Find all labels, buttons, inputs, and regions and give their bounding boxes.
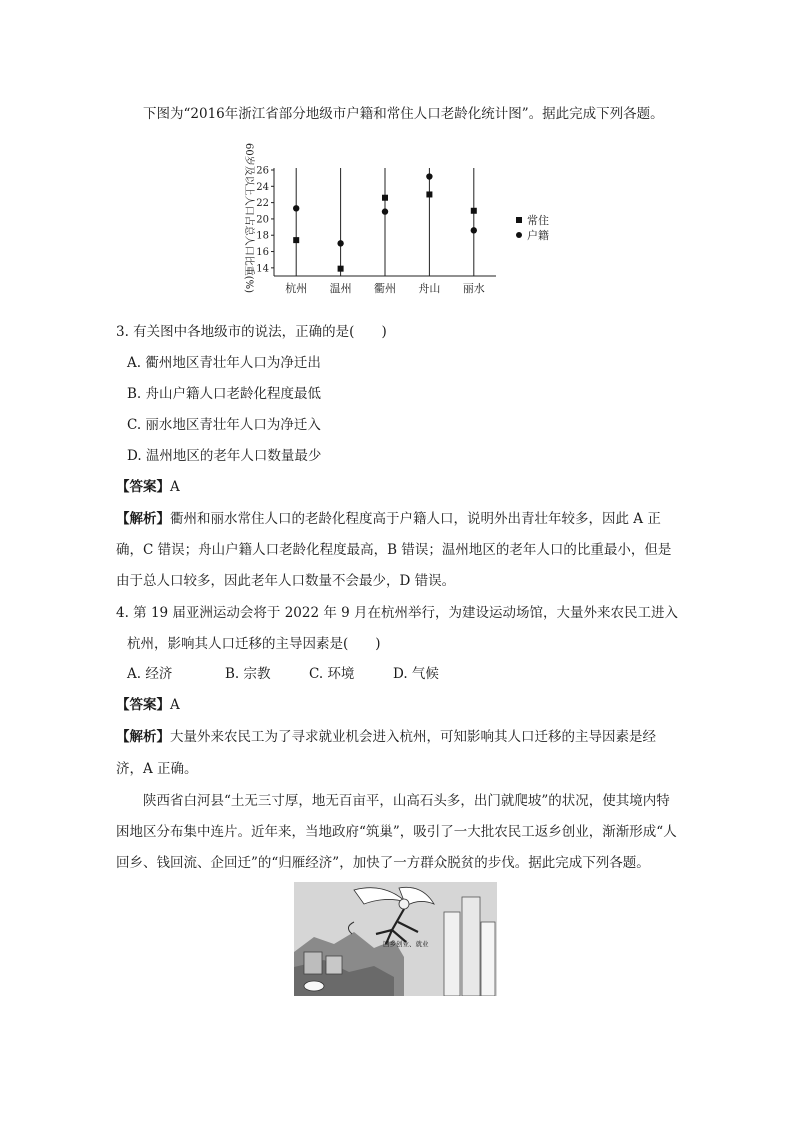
q4-analysis-line-2: 济，A 正确。	[116, 761, 198, 777]
q4-option-c: C. 环境	[309, 666, 355, 682]
y-tick-label: 26	[256, 165, 269, 177]
q3-analysis-line-1	[116, 509, 661, 529]
data-point-huji	[471, 227, 477, 233]
answer-value: A	[170, 479, 180, 495]
chart-legend	[516, 213, 549, 242]
cartoon-head	[399, 899, 409, 909]
data-point-huji	[382, 208, 388, 214]
answer-label: 【答案】	[116, 479, 170, 495]
q4-option-d: D. 气候	[393, 666, 439, 682]
intro-text-2-line-3: 回乡、钱回流、企回迁”的“归雁经济”，加快了一方群众脱贫的步伐。据此完成下列各题。	[116, 855, 650, 871]
y-tick-label: 14	[256, 263, 269, 275]
aging-chart	[228, 140, 558, 300]
x-tick-label: 杭州	[285, 282, 308, 295]
y-tick-label: 20	[256, 214, 269, 226]
data-point-huji	[293, 205, 299, 211]
cartoon-shoe	[304, 981, 324, 991]
cartoon-caption: 回乡创业、就业	[383, 940, 429, 948]
cartoon-house	[304, 952, 322, 974]
intro-text-2-line-2: 困地区分布集中连片。近年来，当地政府“筑巢”，吸引了一大批农民工返乡创业，渐渐形成“人	[116, 824, 677, 840]
return-home-cartoon	[294, 882, 497, 996]
intro-text-2-line-1: 陕西省白河县“土无三寸厚，地无百亩平，山高石头多，出门就爬坡”的状况，使其境内特	[143, 793, 670, 809]
q3-analysis-line-2: 确，C 错误；舟山户籍人口老龄化程度最高，B 错误；温州地区的老年人口的比重最小，但是	[116, 542, 672, 558]
y-tick-label: 16	[256, 247, 269, 259]
legend-label: 常住	[527, 214, 549, 227]
cartoon-building	[444, 912, 460, 996]
analysis-text: 衢州和丽水常住人口的老龄化程度高于户籍人口，说明外出青壮年较多，因此 A 正	[170, 511, 661, 527]
y-tick-label: 18	[256, 230, 269, 242]
q4-option-a: A. 经济	[127, 666, 173, 682]
cartoon-building	[481, 922, 495, 996]
x-tick-label: 衢州	[374, 282, 396, 295]
q4-option-b: B. 宗教	[225, 666, 271, 682]
y-tick-label: 24	[256, 181, 269, 193]
q3-option-c: C. 丽水地区青壮年人口为净迁入	[127, 417, 321, 433]
legend-label: 户籍	[527, 229, 549, 242]
q4-options	[127, 664, 439, 684]
q4-analysis-line-1	[116, 727, 656, 747]
q3-option-d: D. 温州地区的老年人口数量最少	[127, 448, 322, 464]
question-4-stem-line-2: 杭州，影响其人口迁移的主导因素是( )	[127, 636, 381, 652]
x-tick-label: 温州	[329, 282, 352, 295]
data-point-changzhu	[426, 191, 432, 197]
analysis-label: 【解析】	[116, 729, 170, 745]
question-4-stem-line-1: 4. 第 19 届亚洲运动会将于 2022 年 9 月在杭州举行，为建设运动场馆，大量外来农民工进入	[116, 605, 679, 621]
chart-y-label: 60岁及以上人口占总人口比重(%)	[243, 142, 254, 294]
x-tick-label: 舟山	[418, 282, 441, 295]
q3-answer	[116, 477, 180, 497]
data-point-huji	[426, 173, 432, 179]
answer-value: A	[170, 697, 180, 713]
chart-x-ticks	[285, 281, 485, 295]
data-point-changzhu	[293, 237, 299, 243]
analysis-label: 【解析】	[116, 511, 170, 527]
y-tick-label: 22	[256, 198, 269, 210]
data-point-changzhu	[471, 208, 477, 214]
q3-option-a: A. 衢州地区青壮年人口为净迁出	[127, 355, 321, 371]
intro-text-1: 下图为“2016年浙江省部分地级市户籍和常住人口老龄化统计图”。据此完成下列各题。	[143, 106, 664, 122]
data-point-changzhu	[338, 266, 344, 272]
q4-answer	[116, 695, 180, 715]
q3-analysis-line-3: 由于总人口较多，因此老年人口数量不会最少，D 错误。	[116, 573, 456, 589]
q3-option-b: B. 舟山户籍人口老龄化程度最低	[127, 386, 322, 402]
cartoon-house	[326, 956, 342, 974]
legend-marker-circle	[516, 232, 522, 238]
x-tick-label: 丽水	[462, 282, 485, 295]
legend-marker-square	[516, 217, 522, 223]
analysis-text: 大量外来农民工为了寻求就业机会进入杭州，可知影响其人口迁移的主导因素是经	[170, 729, 656, 745]
answer-label: 【答案】	[116, 697, 170, 713]
chart-y-ticks	[256, 166, 274, 275]
data-point-changzhu	[382, 195, 388, 201]
data-point-huji	[337, 240, 343, 246]
question-3-stem: 3. 有关图中各地级市的说法，正确的是( )	[116, 324, 387, 340]
cartoon-building	[462, 897, 480, 996]
chart-axes	[274, 168, 496, 276]
